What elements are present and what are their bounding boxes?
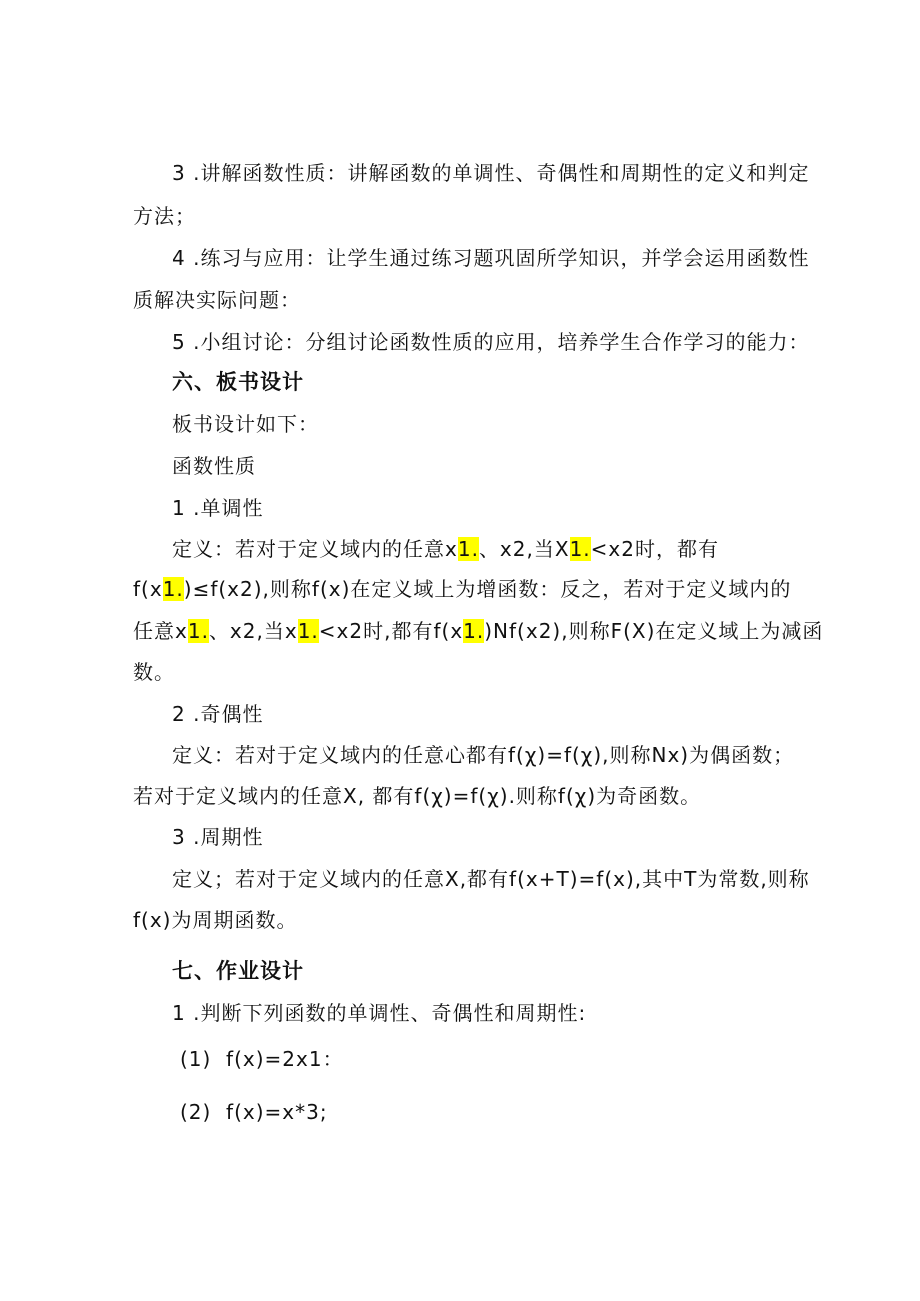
homework-item: (1) f(x)=2x1：: [180, 1047, 344, 1071]
monotonic-definition-line-4: 数。: [133, 660, 175, 684]
text-run: )Nf(x2),则称F(X)在定义域上为减函: [484, 619, 824, 643]
monotonic-definition-line-3: [133, 618, 823, 644]
section-heading-homework: 七、作业设计: [172, 959, 304, 983]
board-intro: 板书设计如下：: [172, 412, 319, 436]
homework-question-1: 1 .判断下列函数的单调性、奇偶性和周期性:: [172, 1001, 587, 1025]
periodic-heading: 3 .周期性: [172, 825, 264, 849]
monotonic-definition-line-1: [172, 536, 719, 562]
board-title: 函数性质: [172, 454, 256, 478]
monotonic-heading: 1 .单调性: [172, 496, 264, 520]
text-run: 、x2,当X: [478, 537, 570, 561]
text-run: 任意x: [133, 619, 188, 643]
text-run: )≤f(x2),则称f(x)在定义域上为增函数：反之，若对于定义域内的: [183, 577, 792, 601]
step-4-line-2: 质解决实际问题：: [133, 288, 301, 312]
monotonic-definition-line-2: [133, 576, 791, 602]
text-run: 、x2,当x: [208, 619, 298, 643]
highlight-mark: 1.: [569, 537, 591, 561]
periodic-definition-line-2: f(x)为周期函数。: [133, 908, 298, 932]
text-run: <x2时,都有f(x: [318, 619, 464, 643]
step-3-line-1: 3 .讲解函数性质：讲解函数的单调性、奇偶性和周期性的定义和判定: [172, 161, 810, 185]
text-run: f(x: [133, 577, 163, 601]
step-3-line-2: 方法；: [133, 204, 196, 228]
highlight-mark: 1.: [457, 537, 479, 561]
periodic-definition-line-1: 定义；若对于定义域内的任意X,都有f(x+T)=f(x),其中T为常数,则称: [172, 867, 810, 891]
text-run: 定义：若对于定义域内的任意x: [172, 537, 458, 561]
text-run: <x2时，都有: [590, 537, 719, 561]
highlight-mark: 1.: [297, 619, 319, 643]
parity-definition-line-1: 定义：若对于定义域内的任意心都有f(χ)=f(χ),则称Nx)为偶函数；: [172, 743, 795, 767]
parity-heading: 2 .奇偶性: [172, 702, 264, 726]
parity-definition-line-2: 若对于定义域内的任意X, 都有f(χ)=f(χ).则称f(χ)为奇函数。: [133, 784, 702, 808]
section-heading-board-design: 六、板书设计: [172, 370, 304, 394]
homework-item: (2) f(x)=x*3;: [180, 1100, 328, 1124]
highlight-mark: 1.: [162, 577, 184, 601]
highlight-mark: 1.: [187, 619, 209, 643]
highlight-mark: 1.: [463, 619, 485, 643]
step-4-line-1: 4 .练习与应用：让学生通过练习题巩固所学知识，并学会运用函数性: [172, 246, 810, 270]
step-5-line: 5 .小组讨论：分组讨论函数性质的应用，培养学生合作学习的能力：: [172, 330, 810, 354]
